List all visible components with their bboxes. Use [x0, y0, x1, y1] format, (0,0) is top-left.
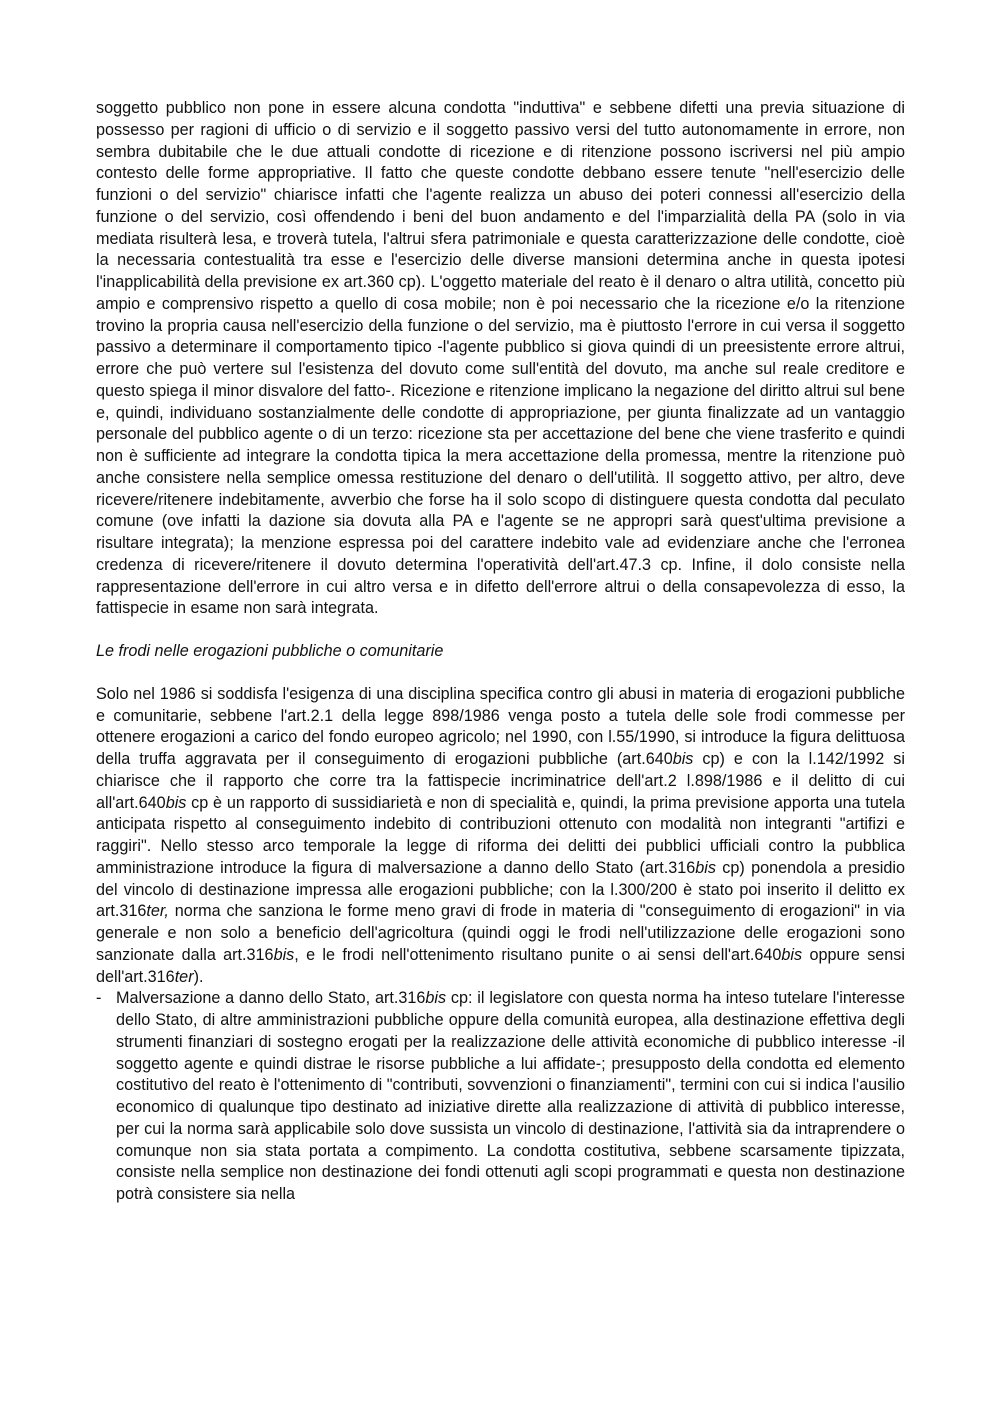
- italic-run: bis: [273, 945, 295, 964]
- text-run: oppure sensi dell'art.316: [96, 945, 905, 986]
- text-run: ).: [193, 967, 204, 986]
- body-paragraph: soggetto pubblico non pone in essere alcuna condotta "induttiva" e sebbene difetti una previa situazione di possesso per ragioni di ufficio o di servizio e il soggetto passivo versi del tutto autonomamente in errore, non sembra dubitabile che le due attuali condotte di ricezione e di ritenzione possono iscriversi nel più ampio contesto delle forme appropriative. Il fatto che queste condotte debbano essere tenute "nell'esercizio delle funzioni o del servizio" chiarisce infatti che l'agente realizza un abuso dei poteri connessi all'esercizio della funzione o del servizio, così offendendo i beni del buon andamento e del l'imparzialità della PA (solo in via mediata risulterà lesa, e troverà tutela, l'altrui sfera patrimoniale e questa caratterizzazione delle condotte, cioè la necessaria contestualità tra esse e l'esercizio delle diverse mansioni determina anche in questa ipotesi l'inapplicabilità della previsione ex art.360 cp). L'oggetto materiale del reato è il denaro o altra utilità, concetto più ampio e comprensivo rispetto a quello di cosa mobile; non è poi necessario che la ricezione e/o la ritenzione trovino la propria causa nell'esercizio della funzione o del servizio, ma è piuttosto l'errore in cui versa il soggetto passivo a determinare il comportamento tipico -l'agente pubblico si giova quindi di un preesistente errore altrui, errore che può vertere sul l'esistenza del dovuto come sull'entità del dovuto, ma anche sul reale creditore e questo spiega il minor disvalore del fatto-. Ricezione e ritenzione implicano la negazione del diritto altrui sul bene e, quindi, individuano sostanzialmente delle condotte di appropriazione, per giunta finalizzate ad un vantaggio personale del pubblico agente o di un terzo: ricezione sta per accettazione del bene che viene trasferito e quindi non è sufficiente ad integrare la condotta tipica la mera accettazione della promessa, mentre la ritenzione può anche consistere nella semplice omessa restituzione del denaro o dell'utilità. Il soggetto attivo, per altro, deve ricevere/ritenere indebitamente, avverbio che forse ha il solo scopo di distinguere questa condotta dal peculato comune (ove infatti la dazione sia dovuta alla PA e l'agente se ne appropri sarà quest'ultima previsione a risultare integrata); la menzione espressa poi del carattere indebito vale ad evidenziare anche che l'erronea credenza di ricevere/ritenere il dovuto determina l'operatività dell'art.47.3 cp. Infine, il dolo consiste nella rappresentazione dell'errore in cui altro versa e in difetto dell'errore altrui o della consapevolezza di esso, la fattispecie in esame non sarà integrata.: [96, 99, 905, 618]
- body-paragraph: [96, 684, 905, 989]
- italic-run: bis: [165, 793, 187, 812]
- text-run: cp è un rapporto di sussidiarietà e non di specialità e, quindi, la prima previsione apporta una tutela anticipata rispetto al conseguimento indebito di contribuzioni ottenuto con modalità non integranti "artifizi e raggiri". Nello stesso arco temporale la legge di riforma dei delitti dei pubblici ufficiali contro la pubblica amministrazione introduce la figura di malversazione a danno dello Stato (art.316: [96, 793, 905, 877]
- text-run: Malversazione a danno dello Stato, art.316: [116, 989, 426, 1008]
- text-run: , e le frodi nell'ottenimento risultano punite o ai sensi dell'art.640: [294, 945, 782, 964]
- italic-run: ter: [174, 967, 194, 986]
- italic-run: bis: [781, 945, 803, 964]
- text-run: Solo nel 1986 si soddisfa l'esigenza di una disciplina specifica contro gli abusi in materia di erogazioni pubbliche e comunitarie, sebbene l'art.2.1 della legge 898/1986 venga posto a tutela delle sole frodi commesse per ottenere erogazioni a carico del fondo europeo agricolo; nel 1990, con l.55/1990, si introduce la figura delittuosa della truffa aggravata per il conseguimento di erogazioni pubbliche (art.640: [96, 684, 905, 768]
- bullet-dash: -: [96, 989, 102, 1008]
- italic-run: ter,: [146, 902, 169, 921]
- text-run: cp) ponendola a presidio del vincolo di destinazione impressa alle erogazioni pubbliche; con la l.300/200 è stato poi inserito il delitto ex art.316: [96, 858, 905, 921]
- italic-run: bis: [425, 989, 447, 1008]
- list-item: [96, 988, 905, 1206]
- section-heading: Le frodi nelle erogazioni pubbliche o comunitarie: [96, 642, 444, 660]
- text-run: cp: il legislatore con questa norma ha inteso tutelare l'interesse dello Stato, di altre amministrazioni pubbliche oppure della comunità europea, alla destinazione effettiva degli strumenti finanziari di sostegno erogati per la realizzazione delle attività economiche di pubblico interesse -il soggetto agente e quindi distrae le risorse pubbliche a lui affidate-; presupposto della condotta ed elemento costitutivo del reato è l'ottenimento di "contributi, sovvenzioni o finanziamenti", termini con cui si indica l'ausilio economico di qualunque tipo destinato ad iniziative dirette alla realizzazione di attività di pubblico interesse, per cui la norma sarà applicabile solo dove sussista un vincolo di destinazione, l'attività sia da intraprendere o comunque non sia stata portata a compimento. La condotta costitutiva, sebbene scarsamente tipizzata, consiste nella semplice non destinazione dei fondi ottenuti agli scopi programmati e questa non destinazione potrà consistere sia nella: [116, 989, 905, 1203]
- italic-run: bis: [695, 858, 716, 877]
- italic-run: bis: [672, 750, 694, 768]
- document-page: [96, 98, 905, 1206]
- text-run: cp) e con la l.142/1992 si chiarisce che il rapporto che corre tra la fattispecie incriminatrice dell'art.2 l.898/1986 e il delitto di cui all'art.640: [96, 750, 905, 812]
- text-run: norma che sanziona le forme meno gravi di frode in materia di "conseguimento di erogazioni" in via generale e non solo a beneficio dell'agricoltura (quindi oggi le frodi nell'utilizzazione delle erogazioni sono sanzionate dalla art.316: [96, 902, 905, 964]
